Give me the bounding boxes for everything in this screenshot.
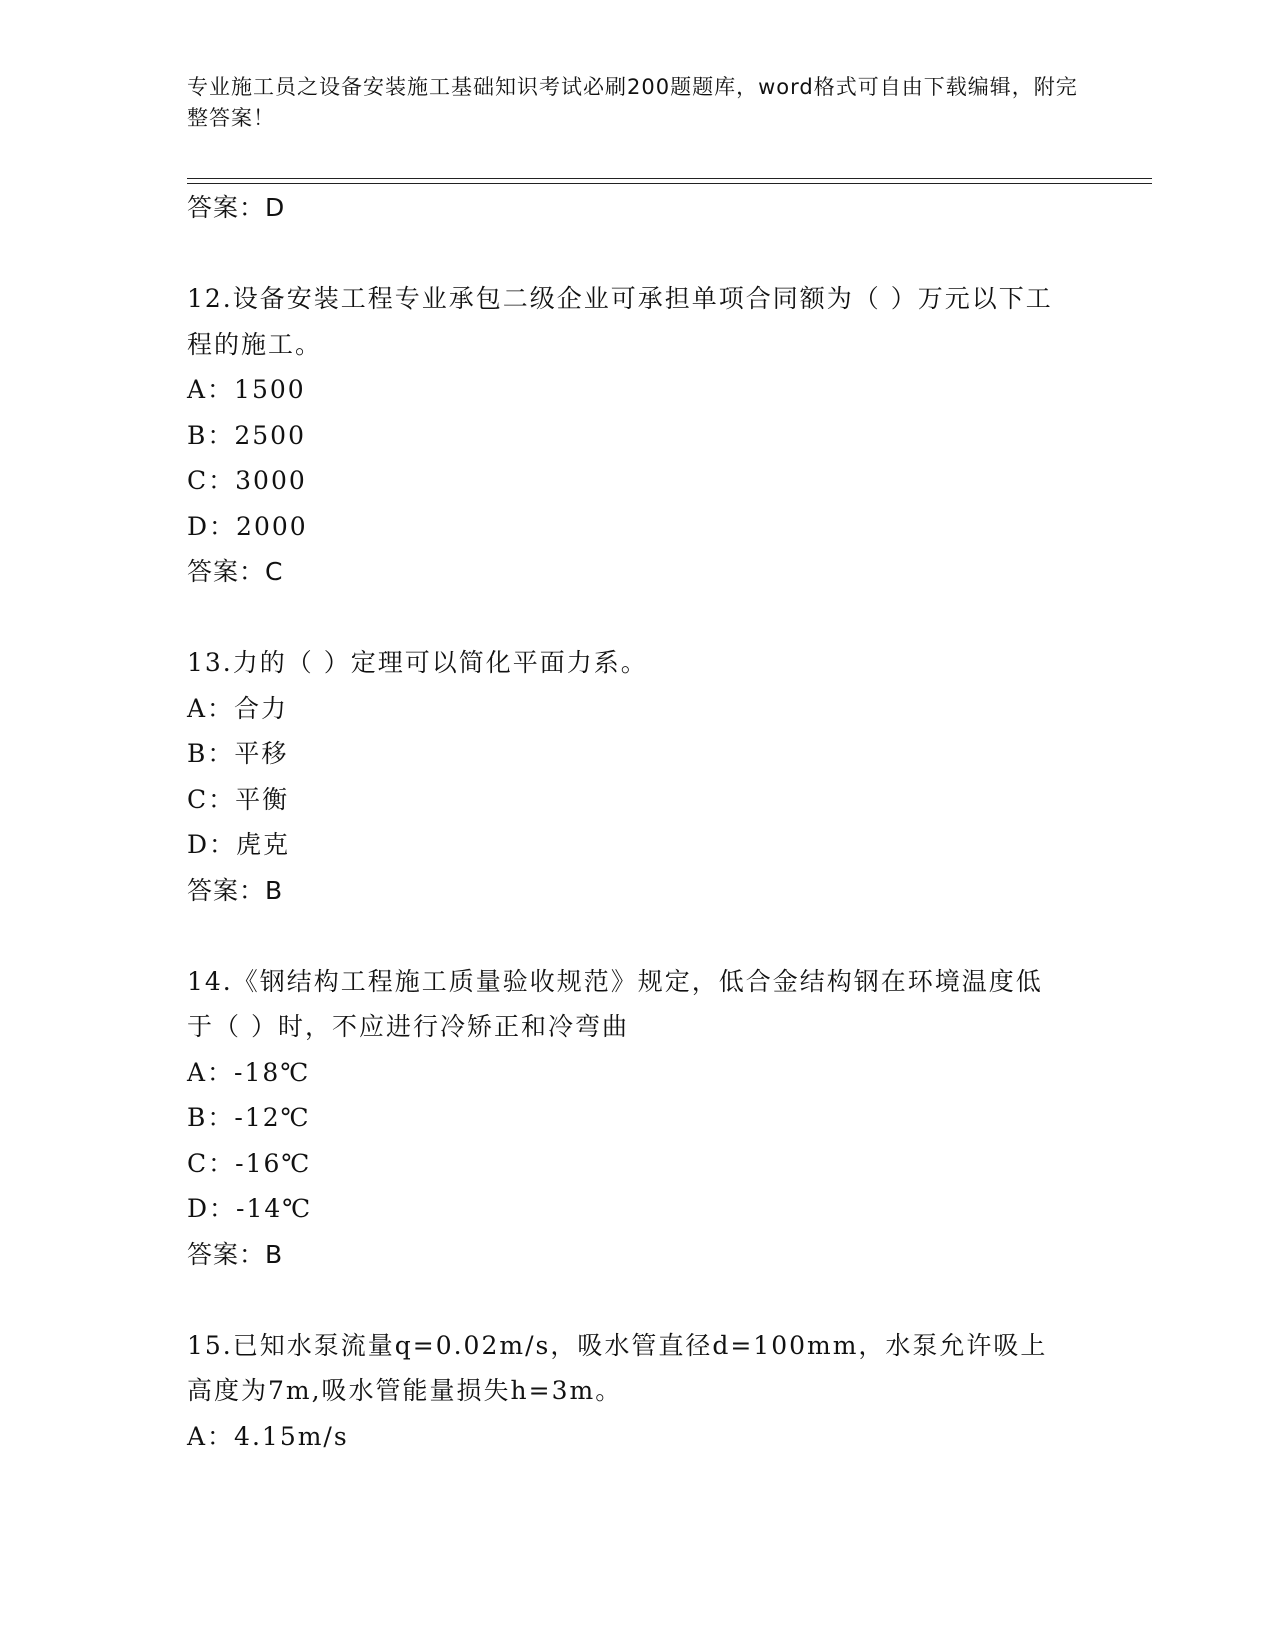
option-13-c: C：平衡 bbox=[187, 784, 290, 814]
option-14-a: A：-18℃ bbox=[187, 1057, 311, 1087]
option-12-d: D：2000 bbox=[187, 511, 308, 541]
question-12: 12.设备安装工程专业承包二级企业可承担单项合同额为（ ）万元以下工程的施工。 bbox=[187, 284, 1053, 359]
question-15: 15.已知水泵流量q=0.02m/s，吸水管直径d=100mm，水泵允许吸上高度为7m,吸水管能量损失h=3m。 bbox=[187, 1330, 1048, 1405]
option-14-c: C：-16℃ bbox=[187, 1148, 312, 1178]
question-14: 14.《钢结构工程施工质量验收规范》规定，低合金结构钢在环境温度低于（ ）时，不应进行冷矫正和冷弯曲 bbox=[187, 966, 1043, 1041]
document-header: 专业施工员之设备安装施工基础知识考试必刷200题题库，word格式可自由下载编辑，附完整答案！ bbox=[187, 75, 1078, 130]
option-12-a: A：1500 bbox=[187, 375, 306, 404]
option-13-b: B：平移 bbox=[187, 739, 289, 768]
question-13: 13.力的（ ）定理可以简化平面力系。 bbox=[187, 648, 648, 677]
option-13-d: D：虎克 bbox=[187, 830, 291, 859]
option-14-d: D：-14℃ bbox=[187, 1194, 313, 1223]
option-12-c: C：3000 bbox=[187, 466, 307, 495]
option-13-a: A：合力 bbox=[187, 693, 289, 723]
option-12-b: B：2500 bbox=[187, 420, 306, 450]
answer-q11: 答案：D bbox=[187, 193, 286, 222]
answer-q12: 答案：C bbox=[187, 557, 284, 586]
header-divider-top bbox=[187, 178, 1152, 179]
header-divider-bottom bbox=[187, 183, 1152, 184]
option-14-b: B：-12℃ bbox=[187, 1103, 311, 1132]
question-list bbox=[187, 185, 1087, 1459]
answer-q13: 答案：B bbox=[187, 875, 284, 905]
option-15-a: A：4.15m/s bbox=[187, 1421, 349, 1451]
answer-q14: 答案：B bbox=[187, 1239, 284, 1269]
